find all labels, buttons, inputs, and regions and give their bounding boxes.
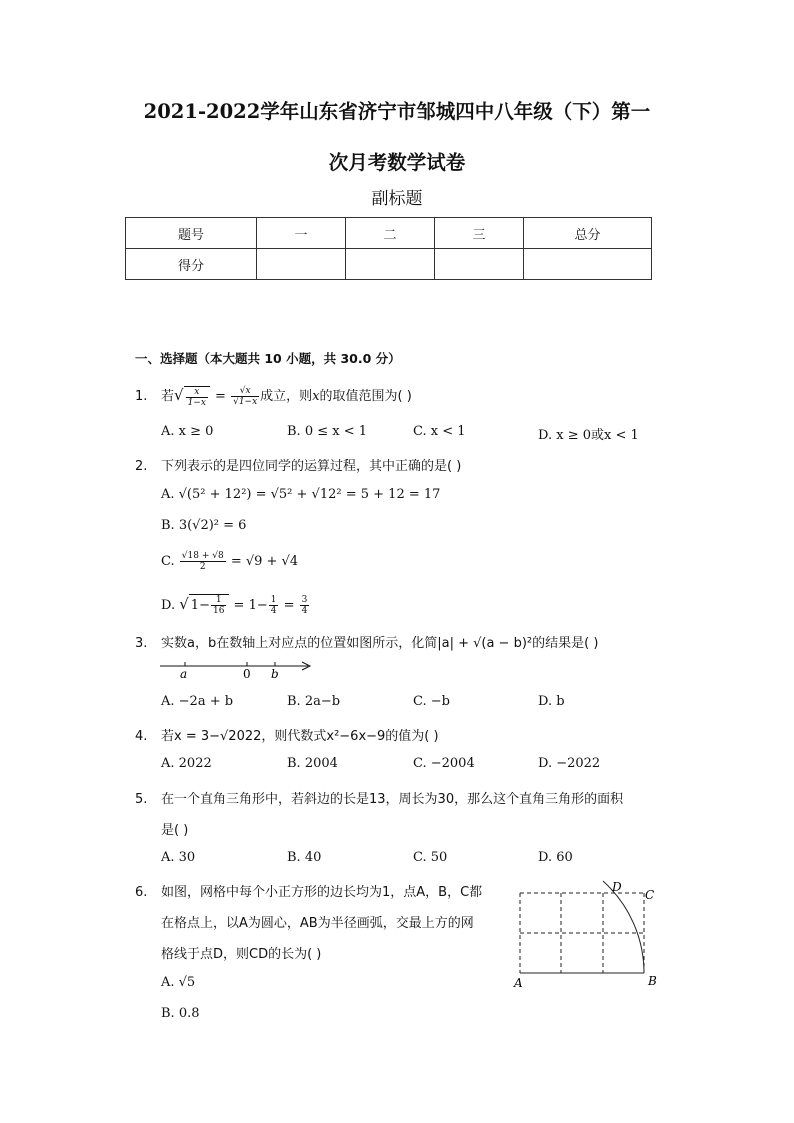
question-number: 2. <box>135 459 148 474</box>
option-d[interactable]: D. x ≥ 0或x < 1 <box>538 428 639 443</box>
option-d[interactable]: D. b <box>538 694 565 709</box>
fraction-numerator: √18 + √8 <box>181 551 224 561</box>
option-b[interactable]: B. 2a−b <box>287 694 341 709</box>
point-d-label: D <box>612 880 622 894</box>
question-2 <box>135 455 461 474</box>
section-title: 一、选择题（本大题共 10 小题，共 30.0 分） <box>135 351 401 366</box>
fraction <box>300 595 310 616</box>
option-text: = 1− <box>229 598 268 613</box>
option-label: D. <box>161 598 176 613</box>
grid-lines <box>520 893 644 973</box>
score-cell[interactable] <box>435 249 524 280</box>
option-label: C. <box>161 554 175 569</box>
fraction-numerator: 3 <box>301 595 308 605</box>
fraction <box>211 595 226 616</box>
sqrt-icon: √ <box>174 386 184 404</box>
score-cell[interactable] <box>257 249 346 280</box>
question-number: 3. <box>135 636 148 651</box>
point-c-label: C <box>645 888 655 902</box>
grid-figure <box>508 874 668 994</box>
option-a[interactable]: A. x ≥ 0 <box>161 424 214 439</box>
question-number: 1. <box>135 389 148 404</box>
fraction-denominator: 2 <box>199 562 206 572</box>
question-5 <box>135 788 623 807</box>
question-4 <box>135 725 439 744</box>
label-0: 0 <box>243 667 251 681</box>
option-a[interactable]: A. 30 <box>161 850 196 865</box>
question-text: 若x = 3−√2022，则代数式x²−6x−9的值为( ) <box>161 729 439 744</box>
question-number: 6. <box>135 885 148 900</box>
question-number: 5. <box>135 792 148 807</box>
score-header-cell: 二 <box>346 218 435 249</box>
option-text: = √9 + √4 <box>226 554 299 569</box>
option-d[interactable]: D. 60 <box>538 850 573 865</box>
option-a[interactable]: A. √(5² + 12²) = √5² + √12² = 5 + 12 = 17 <box>161 487 441 502</box>
fraction-numerator: 1 <box>211 595 226 606</box>
option-a[interactable]: A. 2022 <box>161 756 212 771</box>
label-a: a <box>180 667 188 681</box>
option-c[interactable]: C. −b <box>413 694 450 709</box>
score-header-cell: 总分 <box>524 218 652 249</box>
radicand: 1− $\frac{1}{16}$ <box>189 594 230 616</box>
option-d[interactable]: D. √ 1− $\frac{1}{16}$ = 1− $\frac{1}{4}$ = $\frac{3}{4}$ <box>161 595 308 616</box>
question-text: 成立，则 <box>260 389 313 404</box>
option-c[interactable]: C. x < 1 <box>413 424 466 439</box>
question-text: 的取值范围为( ) <box>319 389 412 404</box>
arc-bd <box>603 881 644 973</box>
option-c[interactable] <box>161 551 298 572</box>
option-b[interactable]: B. 2004 <box>287 756 338 771</box>
fraction-denominator: 4 <box>270 606 277 616</box>
exam-title <box>120 92 674 183</box>
fraction <box>184 386 210 408</box>
exam-title-line2: 次月考数学试卷 <box>328 151 466 174</box>
exam-title-line1: 2021-2022学年山东省济宁市邹城四中八年级（下）第一 <box>143 100 651 123</box>
score-header-cell: 题号 <box>126 218 257 249</box>
question-text: 若 <box>161 389 175 404</box>
question-text: 在一个直角三角形中，若斜边的长是13，周长为30，那么这个直角三角形的面积 <box>161 792 624 807</box>
fraction <box>180 551 226 572</box>
label-b: b <box>271 667 279 681</box>
fraction-numerator: x <box>186 387 208 398</box>
fraction-denominator: 4 <box>301 606 308 616</box>
number-line-figure <box>158 656 318 682</box>
question-text: 如图，网格中每个小正方形的边长均为1，点A，B，C都 <box>161 885 483 900</box>
option-c[interactable]: C. −2004 <box>413 756 475 771</box>
question-6 <box>135 881 482 900</box>
option-a[interactable]: A. √5 <box>161 975 196 990</box>
question-5-line2: 是( ) <box>161 823 189 838</box>
point-a-label: A <box>514 976 523 990</box>
option-b[interactable]: B. 40 <box>287 850 322 865</box>
point-b-label: B <box>648 974 657 988</box>
score-table <box>125 217 652 280</box>
sqrt-icon: √ <box>179 595 189 613</box>
score-table-score-row <box>126 249 652 280</box>
question-6-line3: 格线于点D，则CD的长为( ) <box>161 947 322 962</box>
exam-subtitle: 副标题 <box>371 189 423 209</box>
question-number: 4. <box>135 729 148 744</box>
fraction-denominator: 16 <box>212 606 225 616</box>
question-text: 实数a，b在数轴上对应点的位置如图所示，化简|a| + √(a − b)²的结果是( ) <box>161 636 599 651</box>
fraction <box>231 386 259 407</box>
question-3 <box>135 632 598 651</box>
option-b[interactable]: B. 0 ≤ x < 1 <box>287 424 368 439</box>
score-cell[interactable] <box>346 249 435 280</box>
score-table-header-row <box>126 218 652 249</box>
math-var: x <box>312 389 320 404</box>
fraction <box>269 595 279 616</box>
fraction-numerator: √x <box>231 386 259 397</box>
fraction-denominator: √1−x <box>233 397 258 407</box>
fraction-numerator: 1 <box>270 595 277 605</box>
option-a[interactable]: A. −2a + b <box>161 694 234 709</box>
fraction-denominator: 1−x <box>187 397 206 408</box>
option-b[interactable]: B. 3(√2)² = 6 <box>161 518 247 533</box>
option-d[interactable]: D. −2022 <box>538 756 601 771</box>
option-b[interactable]: B. 0.8 <box>161 1006 200 1021</box>
option-c[interactable]: C. 50 <box>413 850 448 865</box>
score-row-label: 得分 <box>126 249 257 280</box>
question-text: 下列表示的是四位同学的运算过程，其中正确的是( ) <box>161 459 462 474</box>
question-6-line2: 在格点上，以A为圆心，AB为半径画弧，交最上方的网 <box>161 916 474 931</box>
score-cell[interactable] <box>524 249 652 280</box>
score-header-cell: 三 <box>435 218 524 249</box>
score-header-cell: 一 <box>257 218 346 249</box>
question-1: 1. 若√ $\frac{x}{1-x}$ = $\frac{√x}{√1-x}$ 成立，则x的取值范围为( ) <box>135 386 412 408</box>
